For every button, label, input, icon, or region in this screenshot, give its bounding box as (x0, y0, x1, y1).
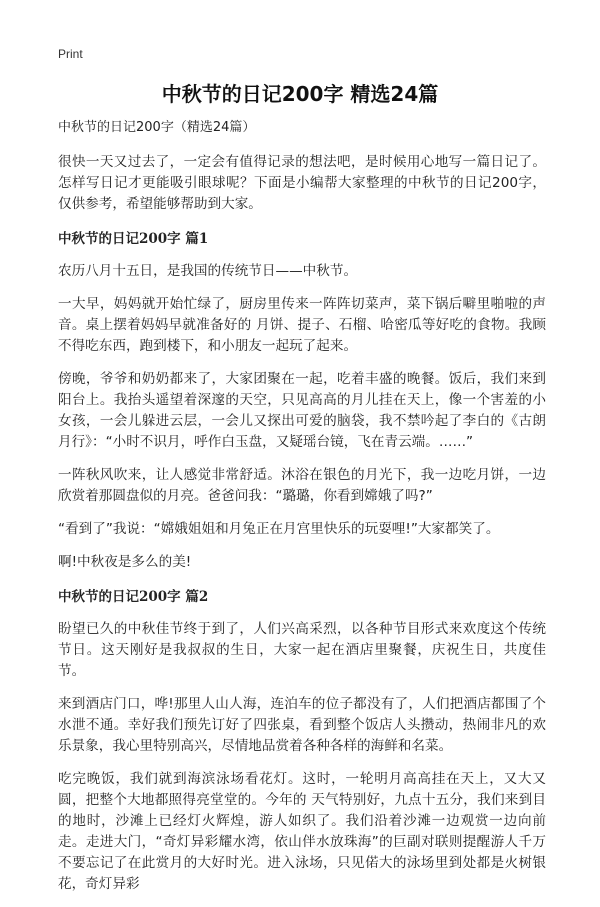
page-title: 中秋节的日记200字 精选24篇 (161, 82, 439, 106)
paragraph: 傍晚，爷爷和奶奶都来了，大家团聚在一起，吃着丰盛的晚餐。饭后，我们来到阳台上。我抬头遥望着深邃的天空，只见高高的月儿挂在天上，像一个害羞的小女孩，一会儿躲进云层，一会儿又探出可爱的脑袋，我不禁吟起了李白的《古朗月行》：“小时不识月，呼作白玉盘，又疑瑶台镜，飞在青云端。……” (58, 371, 546, 450)
intro-paragraph: 很快一天又过去了，一定会有值得记录的想法吧，是时候用心地写一篇日记了。怎样写日记才更能吸引眼球呢？下面是小编帮大家整理的中秋节的日记200字，仅供参考，希望能够帮助到大家。 (58, 154, 546, 212)
paragraph: 来到酒店门口，哗!那里人山人海，连泊车的位子都没有了，人们把酒店都围了个水泄不通。幸好我们预先订好了四张桌，看到整个饭店人头攒动，热闹非凡的欢乐景象，我心里特别高兴，尽情地品赏着各种各样的海鲜和名菜。 (58, 696, 546, 754)
article-body (58, 118, 546, 907)
paragraph: 一阵秋风吹来，让人感觉非常舒适。沐浴在银色的月光下，我一边吃月饼，一边欣赏着那圆盘似的月亮。爸爸问我：“璐璐，你看到嫦娥了吗?” (58, 467, 546, 504)
paragraph: 吃完晚饭，我们就到海滨泳场看花灯。这时，一轮明月高高挂在天上，又大又圆，把整个大地都照得亮堂堂的。今年的 天气特别好，九点十五分，我们来到目的地时，沙滩上已经灯火辉煌，游人如织了。我们沿着沙滩一边观赏一边向前走。走进大门，“奇灯异彩耀水湾，依山伴水放珠海”的巨副对联则提醒游人千万不要忘记了在此赏月的大好时光。进入泳场，只见偌大的泳场里到处都是火树银花，奇灯异彩 (58, 771, 546, 892)
section-heading: 中秋节的日记200字 篇2 (58, 589, 209, 605)
paragraph: “看到了”我说：“嫦娥姐姐和月兔正在月宫里快乐的玩耍哩!”大家都笑了。 (58, 521, 500, 537)
print-link[interactable]: Print (58, 47, 83, 61)
article-subtitle: 中秋节的日记200字（精选24篇） (58, 120, 256, 135)
paragraph: 盼望已久的中秋佳节终于到了，人们兴高采烈，以各种节目形式来欢度这个传统节日。这天刚好是我叔叔的生日，大家一起在酒店里聚餐，庆祝生日，共度佳节。 (58, 621, 546, 679)
section-heading: 中秋节的日记200字 篇1 (58, 231, 209, 247)
paragraph: 一大早，妈妈就开始忙绿了，厨房里传来一阵阵切菜声，菜下锅后噼里啪啦的声音。桌上摆着妈妈早就准备好的 月饼、提子、石榴、哈密瓜等好吃的食物。我顾不得吃东西，跑到楼下，和小朋友一起玩了起来。 (58, 296, 546, 354)
paragraph: 农历八月十五日，是我国的传统节日——中秋节。 (58, 263, 358, 279)
paragraph: 啊!中秋夜是多么的美! (58, 554, 192, 570)
